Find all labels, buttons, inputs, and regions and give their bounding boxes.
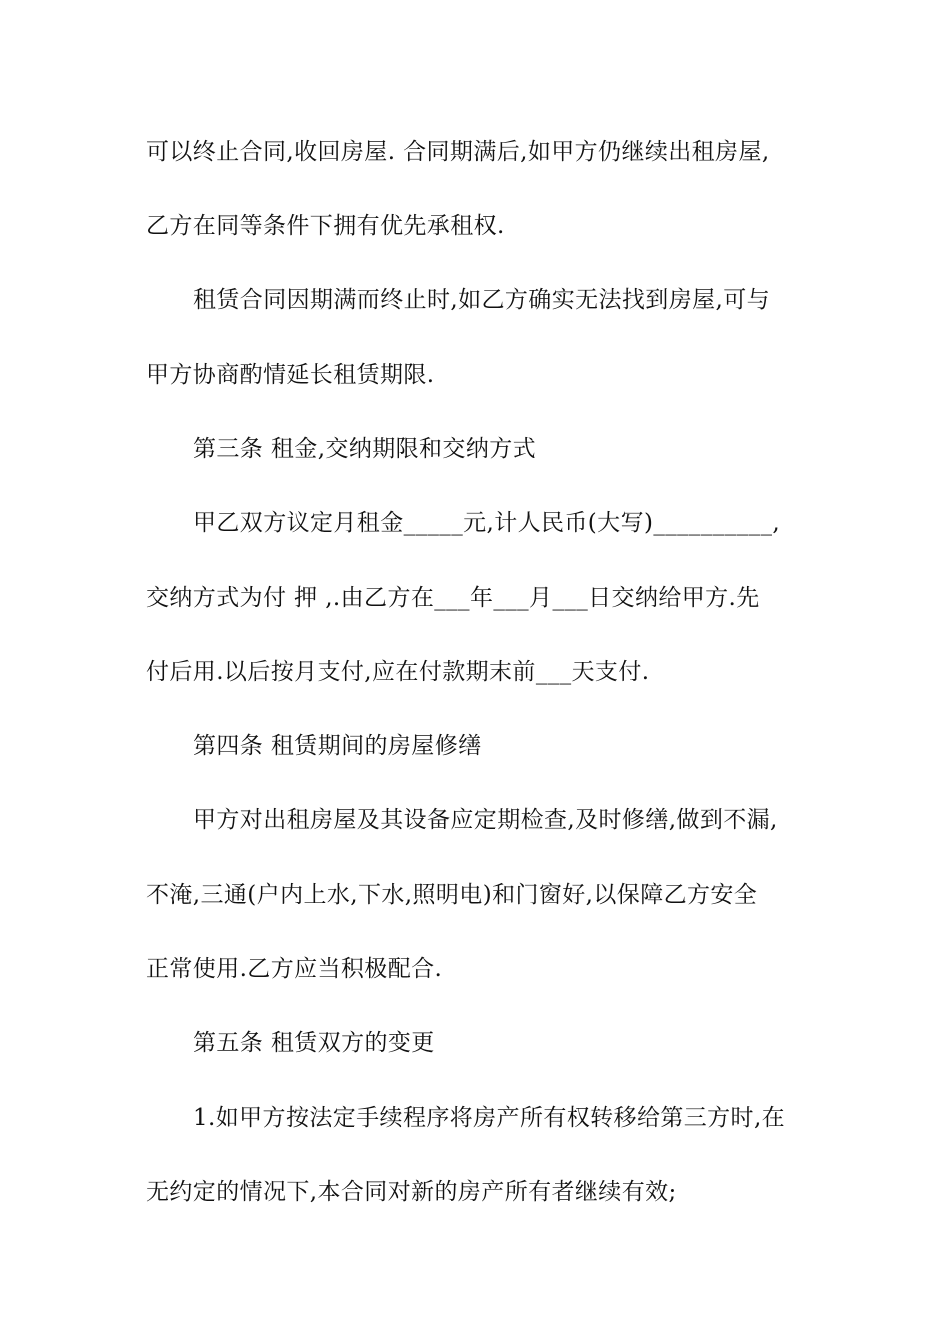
text-line-4: 甲方协商酌情延长租赁期限. [146,362,435,388]
text-line-8: 付后用.以后按月支付,应在付款期末前___天支付. [146,659,650,685]
article-four-heading: 第四条 租赁期间的房屋修缮 [193,733,482,759]
paragraph-rent: 甲乙双方议定月租金_____元,计人民币(大写)__________, [193,510,781,536]
article-five-heading: 第五条 租赁双方的变更 [193,1030,435,1056]
text-line-7: 交纳方式为付 押 ,.由乙方在___年___月___日交纳给甲方.先 [146,585,760,611]
text-line-1: 可以终止合同,收回房屋. 合同期满后,如甲方仍继续出租房屋, [146,139,770,165]
text-line-11: 不淹,三通(户内上水,下水,照明电)和门窗好,以保障乙方安全 [146,882,758,908]
paragraph-transfer: 1.如甲方按法定手续程序将房产所有权转移给第三方时,在 [193,1105,786,1131]
paragraph-renewal: 租赁合同因期满而终止时,如乙方确实无法找到房屋,可与 [193,287,771,313]
article-three-heading: 第三条 租金,交纳期限和交纳方式 [193,436,537,462]
text-line-15: 无约定的情况下,本合同对新的房产所有者继续有效; [146,1179,677,1205]
text-line-12: 正常使用.乙方应当积极配合. [146,956,443,982]
text-line-2: 乙方在同等条件下拥有优先承租权. [146,213,505,239]
paragraph-repairs: 甲方对出租房屋及其设备应定期检查,及时修缮,做到不漏, [193,807,778,833]
